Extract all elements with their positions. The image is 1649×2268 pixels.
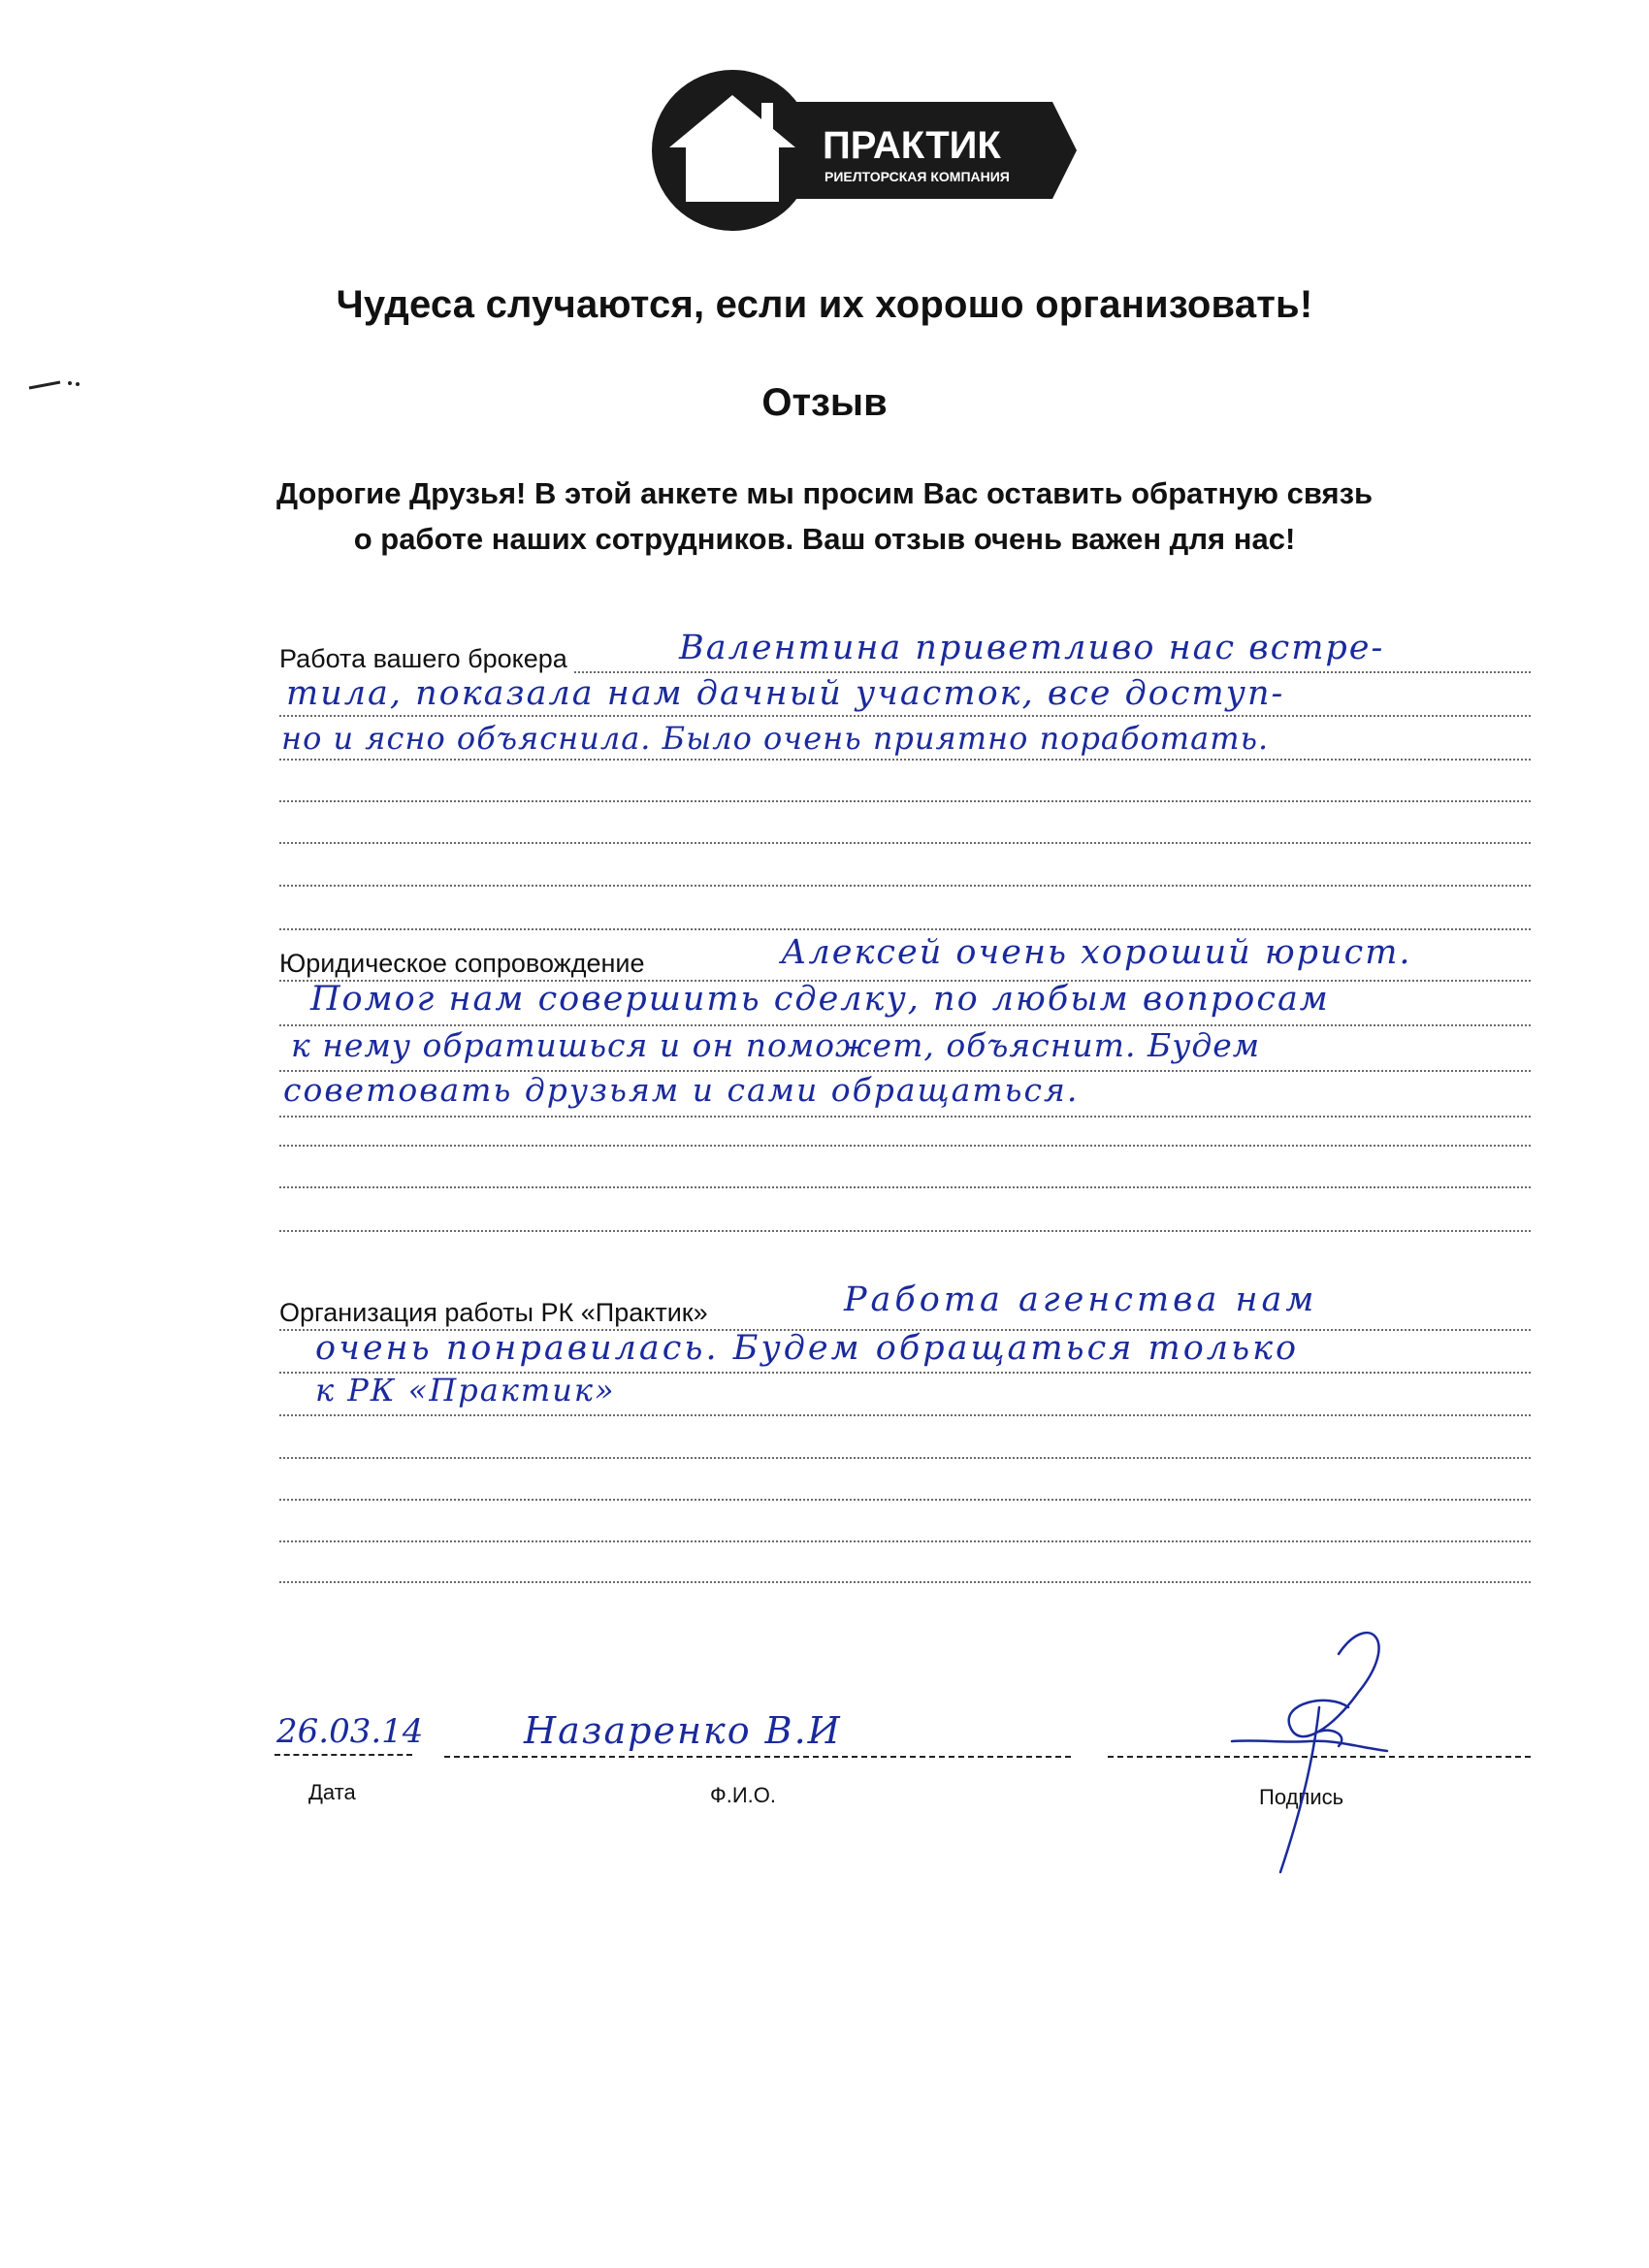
dotted-line: [279, 1230, 1531, 1232]
handwritten-answer-legal-2: Помог нам совершить сделку, по любым вопросам: [310, 980, 1330, 1019]
house-chimney: [761, 103, 773, 130]
handwritten-answer-broker-2: тила, показала нам дачный участок, все доступ-: [286, 674, 1285, 713]
signature-label: Подпись: [1259, 1785, 1344, 1809]
logo-subtitle: РИЕЛТОРСКАЯ КОМПАНИЯ: [824, 169, 1010, 184]
handwritten-answer-organization-2: очень понравилась. Будем обращаться только: [315, 1329, 1300, 1368]
dotted-line: [279, 1499, 1531, 1501]
company-logo: [650, 68, 1077, 233]
dotted-line: [279, 928, 1531, 930]
intro-text: [194, 470, 1455, 562]
page-title: Отзыв: [761, 381, 888, 424]
date-label: Дата: [308, 1780, 356, 1804]
intro-line-2: о работе наших сотрудников. Ваш отзыв очень важен для нас!: [353, 522, 1296, 556]
dotted-line: [279, 1414, 1531, 1416]
dotted-line: [279, 1581, 1531, 1583]
handwritten-answer-legal-4: советовать друзьям и сами обращаться.: [283, 1071, 1080, 1109]
dotted-line: [279, 1540, 1531, 1542]
handwritten-answer-broker-1: Валентина приветливо нас встре-: [679, 629, 1385, 667]
date-underline: [275, 1754, 412, 1756]
handwritten-answer-legal-3: к нему обратишься и он поможет, объяснит. Будем: [291, 1026, 1261, 1064]
handwritten-date: 26.03.14: [276, 1712, 424, 1751]
handwritten-answer-legal-1: Алексей очень хороший юрист.: [781, 933, 1412, 972]
field-label-organization: Организация работы РК «Практик»: [279, 1298, 714, 1328]
fio-label: Ф.И.О.: [710, 1783, 776, 1807]
dotted-line: [279, 1116, 1531, 1118]
fio-underline: [444, 1756, 1071, 1758]
handwritten-answer-organization-3: к РК «Практик»: [315, 1372, 616, 1409]
signature-scribble: [1222, 1615, 1397, 1887]
dotted-line: [279, 1457, 1531, 1459]
handwritten-answer-broker-3: но и ясно объяснила. Было очень приятно поработать.: [281, 720, 1270, 757]
dotted-line: [279, 1145, 1531, 1147]
handwritten-answer-organization-1: Работа агенства нам: [844, 1280, 1318, 1319]
slogan: Чудеса случаются, если их хорошо организовать!: [336, 283, 1313, 326]
dotted-line: [279, 759, 1531, 761]
dotted-line: [279, 842, 1531, 844]
dotted-line: [279, 715, 1531, 717]
field-label-broker: Работа вашего брокера: [279, 644, 573, 674]
field-label-legal: Юридическое сопровождение: [279, 949, 651, 979]
dotted-line: [279, 1186, 1531, 1188]
logo-name: ПРАКТИК: [823, 124, 1001, 167]
dotted-line: [279, 800, 1531, 802]
handwritten-fio: Назаренко В.И: [524, 1709, 842, 1752]
dotted-line: [279, 885, 1531, 887]
intro-line-1: Дорогие Друзья! В этой анкете мы просим Вас оставить обратную связь: [275, 476, 1374, 510]
